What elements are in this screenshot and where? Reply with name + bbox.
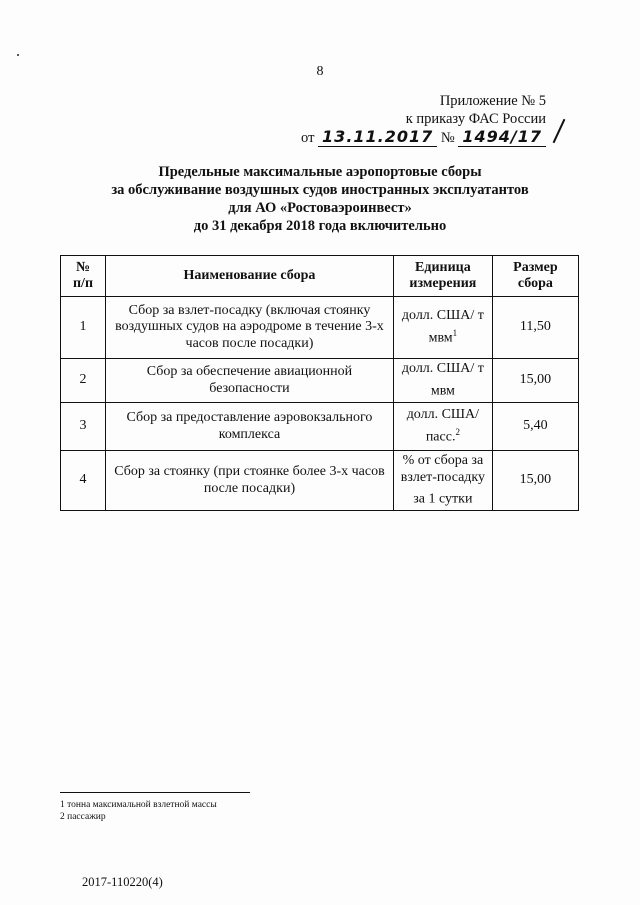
header-num-line1: № (75, 259, 91, 275)
fees-table (60, 255, 579, 511)
row-unit (393, 451, 492, 511)
header-unit-line2: измерения (409, 276, 477, 291)
header-size-line1: Размер (513, 259, 558, 275)
number-prefix: № (440, 130, 455, 146)
handwritten-date: 13.11.2017 (318, 127, 437, 147)
footnote-rule (60, 792, 250, 793)
title-line-1: Предельные максимальные аэропортовые сборы (158, 164, 482, 180)
row-unit (393, 359, 492, 403)
header-num-line2: п/п (72, 276, 94, 291)
row-name: Сбор за взлет-посадку (включая стоянку воздушных судов на аэродроме в течение 3-х часов после посадки) (106, 297, 394, 359)
header-size (492, 256, 578, 297)
row-unit (393, 403, 492, 451)
header-unit (393, 256, 492, 297)
handwritten-number: 1494/17 (458, 127, 546, 147)
footnote-1: 1 тонна максимальной взлетной массы (60, 800, 217, 810)
table-row (61, 359, 579, 403)
date-prefix: от (301, 130, 315, 146)
appendix-header (301, 92, 546, 147)
table-row (61, 451, 579, 511)
page-number: 8 (316, 64, 324, 79)
row-size: 15,00 (492, 451, 578, 511)
title-line-3: для АО «Ростоваэроинвест» (228, 200, 412, 216)
row-size: 5,40 (492, 403, 578, 451)
row-num: 2 (61, 359, 106, 403)
pen-stroke (553, 119, 566, 143)
table-row (61, 297, 579, 359)
row-unit-text: долл. США/ пасс. (406, 407, 480, 445)
row-num: 1 (61, 297, 106, 359)
row-unit-footnote-ref: 2 (455, 426, 460, 437)
title-line-2: за обслуживание воздушных судов иностранных эксплуатантов (111, 182, 529, 198)
appendix-title: Приложение № 5 (439, 93, 546, 109)
row-size: 11,50 (492, 297, 578, 359)
header-unit-line1: Единица (415, 259, 471, 275)
row-unit-text: % от сбора за взлет-посадку за 1 сутки (400, 453, 486, 507)
table-row (61, 403, 579, 451)
document-title (0, 163, 640, 235)
scan-speck (17, 54, 19, 56)
appendix-date-line (301, 128, 546, 147)
row-unit-text: долл. США/ т мвм (401, 361, 484, 399)
row-name: Сбор за стоянку (при стоянке более 3-х часов после посадки) (106, 451, 394, 511)
footnotes (60, 792, 260, 823)
table-header-row (61, 256, 579, 297)
row-unit (393, 297, 492, 359)
document-code: 2017-110220(4) (82, 875, 163, 889)
row-unit-text: долл. США/ т мвм (401, 308, 484, 346)
row-name: Сбор за предоставление аэровокзального комплекса (106, 403, 394, 451)
header-num (61, 256, 106, 297)
row-num: 4 (61, 451, 106, 511)
row-name: Сбор за обеспечение авиационной безопасности (106, 359, 394, 403)
row-unit-footnote-ref: 1 (452, 327, 458, 338)
header-size-line2: сбора (517, 276, 553, 291)
row-num: 3 (61, 403, 106, 451)
appendix-order-ref: к приказу ФАС России (405, 111, 546, 127)
title-line-4: до 31 декабря 2018 года включительно (193, 218, 447, 234)
footnote-2: 2 пассажир (60, 812, 106, 822)
row-size: 15,00 (492, 359, 578, 403)
header-name: Наименование сбора (106, 256, 394, 297)
